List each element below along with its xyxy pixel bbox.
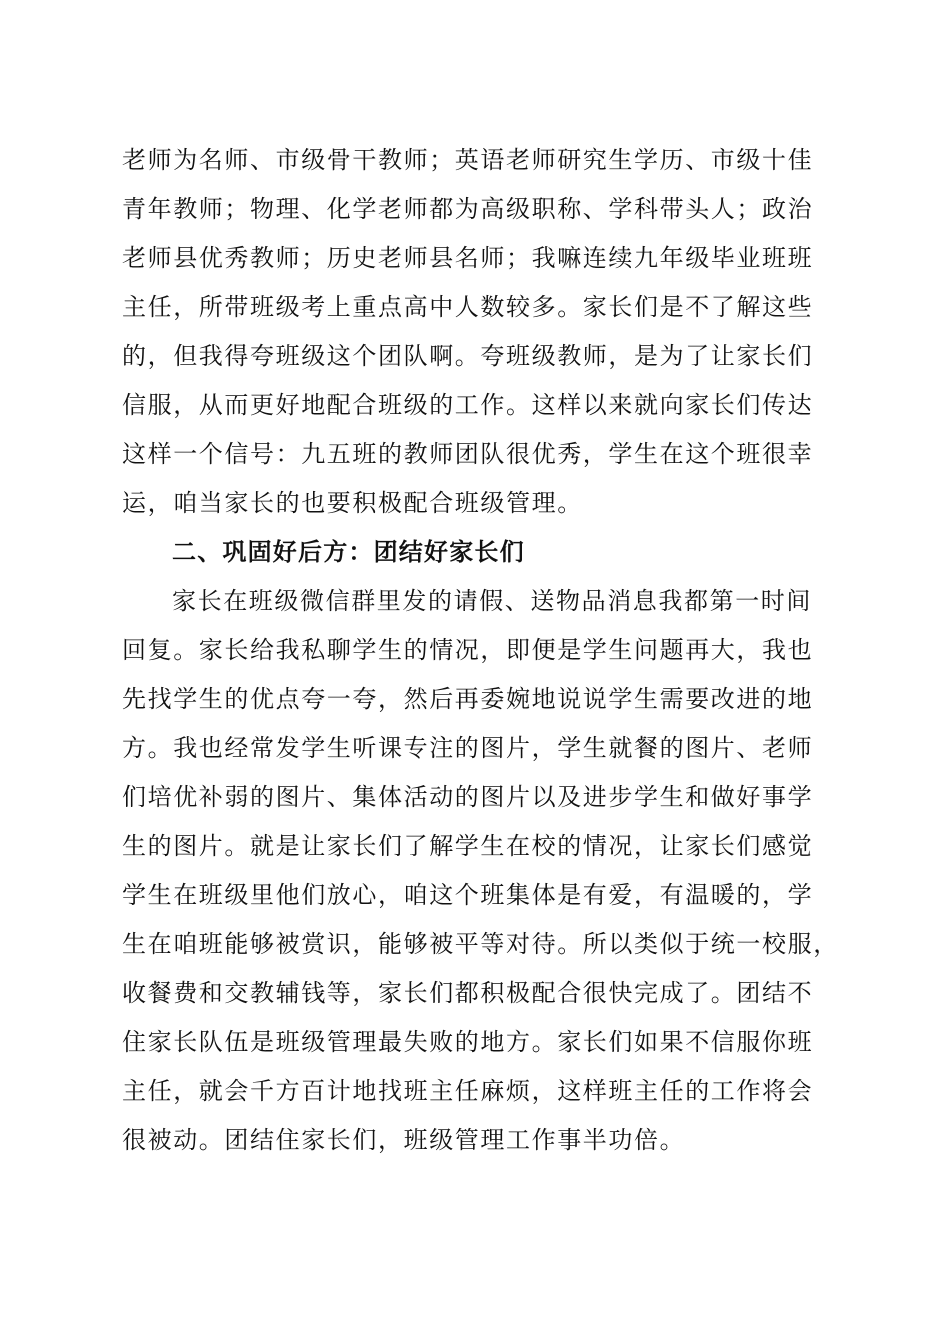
paragraph-1-line-3: 老师县优秀教师；历史老师县名师；我嘛连续九年级毕业班班: [122, 244, 814, 272]
paragraph-2-line-11: 主任，就会千方百计地找班主任麻烦，这样班主任的工作将会: [122, 1077, 814, 1105]
paragraph-2-line-10: 住家长队伍是班级管理最失败的地方。家长们如果不信服你班: [122, 1028, 814, 1056]
paragraph-1-line-4: 主任，所带班级考上重点高中人数较多。家长们是不了解这些: [122, 293, 814, 321]
paragraph-1-line-1: 老师为名师、市级骨干教师；英语老师研究生学历、市级十佳: [122, 146, 814, 174]
paragraph-2-line-2: 回复。家长给我私聊学生的情况，即便是学生问题再大，我也: [122, 636, 814, 664]
paragraph-1-line-6: 信服，从而更好地配合班级的工作。这样以来就向家长们传达: [122, 391, 814, 419]
paragraph-1-line-7: 这样一个信号：九五班的教师团队很优秀，学生在这个班很幸: [122, 440, 814, 468]
paragraph-2-line-4: 方。我也经常发学生听课专注的图片，学生就餐的图片、老师: [122, 734, 814, 762]
paragraph-2-line-1: 家长在班级微信群里发的请假、送物品消息我都第一时间: [172, 587, 812, 615]
paragraph-1-line-5: 的，但我得夸班级这个团队啊。夸班级教师，是为了让家长们: [122, 342, 814, 370]
paragraph-2-line-8: 生在咱班能够被赏识，能够被平等对待。所以类似于统一校服，: [122, 930, 839, 958]
paragraph-2-line-9: 收餐费和交教辅钱等，家长们都积极配合很快完成了。团结不: [122, 979, 814, 1007]
paragraph-2-line-6: 生的图片。就是让家长们了解学生在校的情况，让家长们感觉: [122, 832, 814, 860]
paragraph-2-line-5: 们培优补弱的图片、集体活动的图片以及进步学生和做好事学: [122, 783, 814, 811]
paragraph-1-line-2: 青年教师；物理、化学老师都为高级职称、学科带头人；政治: [122, 195, 814, 223]
section-heading: 二、巩固好后方：团结好家长们: [172, 538, 525, 566]
paragraph-2-line-12: 很被动。团结住家长们，班级管理工作事半功倍。: [122, 1126, 686, 1154]
paragraph-2-line-3: 先找学生的优点夸一夸，然后再委婉地说说学生需要改进的地: [122, 685, 814, 713]
paragraph-1-line-8: 运，咱当家长的也要积极配合班级管理。: [122, 489, 583, 517]
paragraph-2-line-7: 学生在班级里他们放心，咱这个班集体是有爱，有温暖的，学: [122, 881, 814, 909]
